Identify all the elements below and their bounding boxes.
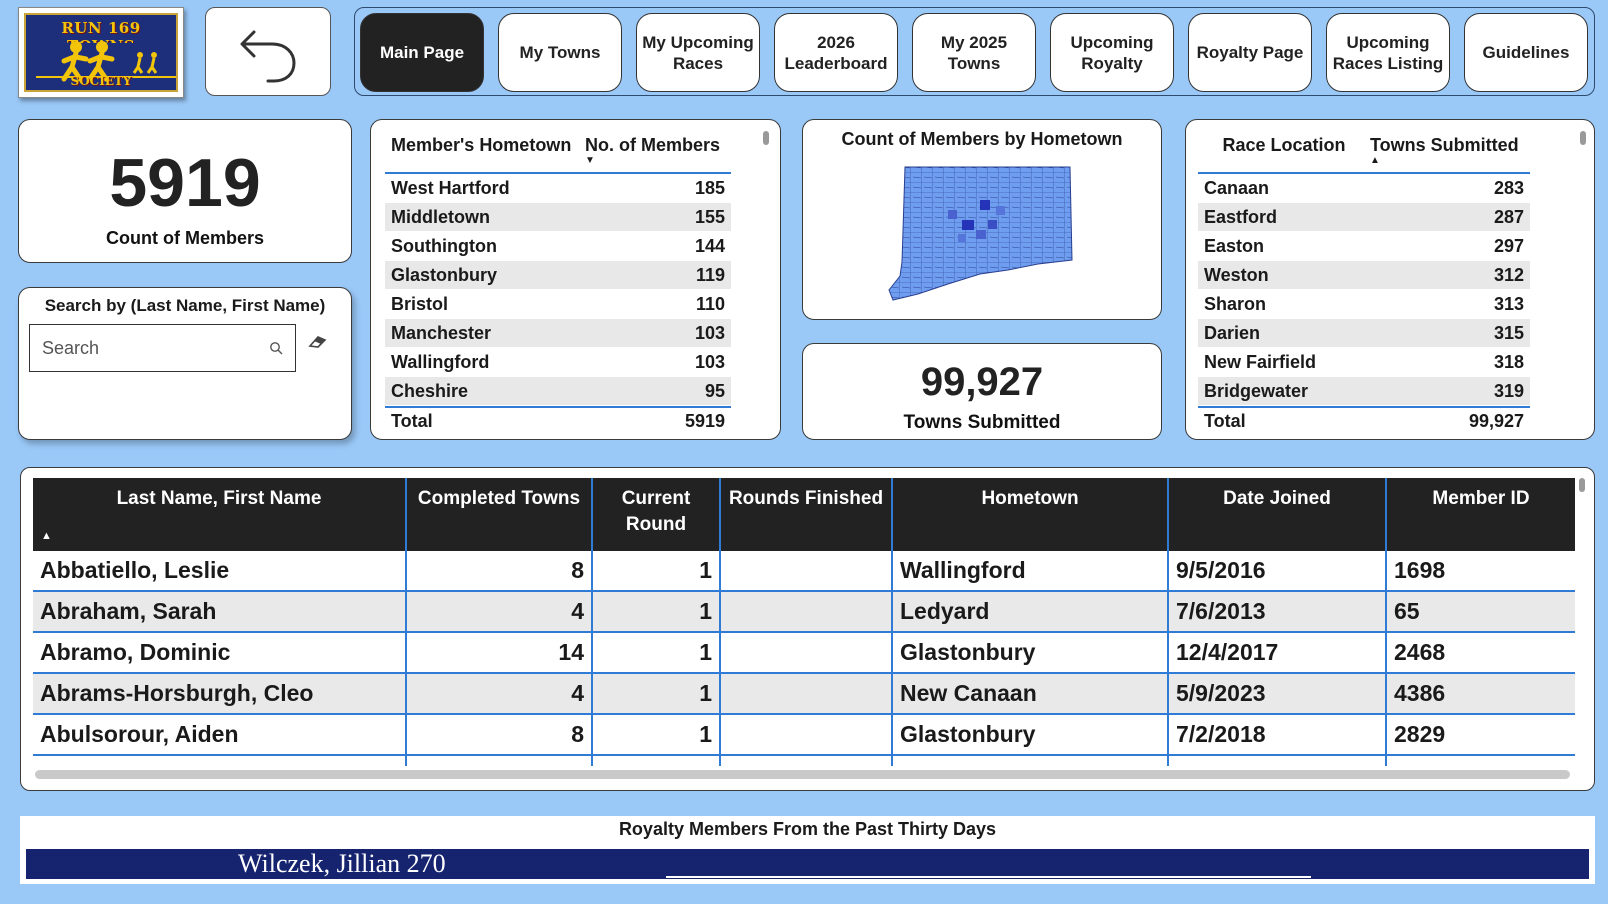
- nav-upcoming-races-listing[interactable]: Upcoming Races Listing: [1326, 13, 1450, 92]
- rounds-finished: [721, 592, 893, 631]
- hometown-count: 95: [704, 380, 725, 401]
- hometown-name: Cheshire: [391, 380, 469, 401]
- race-location: Weston: [1204, 264, 1269, 285]
- name-column-header[interactable]: [33, 478, 407, 551]
- hometown-name: Wallingford: [391, 351, 490, 372]
- member-id-column-header[interactable]: Member ID: [1432, 488, 1530, 509]
- towns-submitted-label: Towns Submitted: [903, 412, 1061, 433]
- connecticut-map[interactable]: [888, 162, 1078, 302]
- table-scrollbar[interactable]: [1580, 131, 1586, 145]
- member-hometown: Glastonbury: [893, 633, 1169, 672]
- race-total-row: [1198, 406, 1530, 435]
- race-location: Eastford: [1204, 206, 1278, 227]
- navigation-bar: [354, 7, 1595, 96]
- completed-towns: 14: [407, 633, 593, 672]
- race-location: Canaan: [1204, 177, 1270, 198]
- completed-towns-column-header[interactable]: Completed Towns: [407, 478, 593, 551]
- current-round: 1: [593, 715, 721, 754]
- date-joined: 5/9/2023: [1169, 674, 1387, 713]
- hometown-name: Manchester: [391, 322, 492, 343]
- member-hometown: Wallingford: [893, 551, 1169, 590]
- hometown-count: 155: [694, 206, 725, 227]
- back-button[interactable]: [205, 7, 331, 96]
- member-count-value: 5919: [109, 145, 261, 221]
- search-title: Search by (Last Name, First Name): [44, 296, 326, 315]
- vertical-scrollbar[interactable]: [1579, 478, 1585, 492]
- member-row[interactable]: [33, 715, 1575, 756]
- race-towns-count: 318: [1493, 351, 1524, 372]
- current-round: 1: [593, 551, 721, 590]
- member-search-card: [18, 287, 352, 440]
- royalty-ticker-text: Wilczek, Jillian 270: [238, 849, 446, 878]
- date-joined: 9/5/2016: [1169, 551, 1387, 590]
- hometown-column-header[interactable]: Member's Hometown: [391, 135, 572, 155]
- nav-my-towns-year[interactable]: My 2025 Towns: [912, 13, 1036, 92]
- nav-guidelines[interactable]: Guidelines: [1464, 13, 1588, 92]
- nav-leaderboard[interactable]: 2026 Leaderboard: [774, 13, 898, 92]
- race-towns-count: 319: [1493, 380, 1524, 401]
- member-hometown: Glastonbury: [893, 715, 1169, 754]
- current-round: 1: [593, 592, 721, 631]
- rounds-finished: [721, 715, 893, 754]
- logo-top-text: RUN 169: [61, 19, 141, 37]
- date-joined: 7/2/2018: [1169, 715, 1387, 754]
- current-round: 1: [593, 674, 721, 713]
- hometown-row: [385, 319, 731, 348]
- nav-my-towns[interactable]: My Towns: [498, 13, 622, 92]
- member-name: Abulsorour, Aiden: [33, 715, 407, 754]
- race-row: [1198, 290, 1530, 319]
- eraser-icon[interactable]: [308, 334, 328, 350]
- hometown-count: 103: [694, 351, 725, 372]
- nav-royalty-page[interactable]: Royalty Page: [1188, 13, 1312, 92]
- towns-submitted-card: [802, 343, 1162, 440]
- hometown-row: [385, 348, 731, 377]
- table-scrollbar[interactable]: [763, 131, 769, 145]
- total-value: 5919: [684, 411, 725, 431]
- hometown-table: [385, 132, 731, 435]
- total-label: Total: [1204, 411, 1246, 431]
- race-location: Darien: [1204, 322, 1261, 343]
- hometown-total-row: [385, 406, 731, 435]
- hometown-row: [385, 203, 731, 232]
- hometown-table-card: [370, 119, 781, 440]
- date-joined-column-header[interactable]: Date Joined: [1169, 478, 1387, 551]
- member-id: 2468: [1394, 639, 1446, 665]
- completed-towns: 4: [407, 674, 593, 713]
- towns-submitted-column-header[interactable]: [1370, 135, 1530, 166]
- search-placeholder: Search: [42, 337, 100, 358]
- hometown-column-header[interactable]: Hometown: [893, 478, 1169, 551]
- race-location-column-header[interactable]: Race Location: [1222, 135, 1346, 155]
- member-row[interactable]: [33, 551, 1575, 592]
- member-name: Abramo, Dominic: [33, 633, 407, 672]
- members-count-column-header[interactable]: [585, 135, 731, 166]
- hometown-name: Southington: [391, 235, 497, 256]
- towns-submitted-value: 99,927: [920, 360, 1044, 404]
- hometown-row: [385, 290, 731, 319]
- hometown-row: [385, 174, 731, 203]
- race-location: Bridgewater: [1204, 380, 1309, 401]
- race-row: [1198, 232, 1530, 261]
- sort-descending-icon: ▼: [585, 155, 595, 166]
- member-hometown: Ledyard: [893, 592, 1169, 631]
- members-table-card: [20, 467, 1595, 791]
- race-row: [1198, 348, 1530, 377]
- hometown-name: Glastonbury: [391, 264, 498, 285]
- hometown-row: [385, 377, 731, 406]
- current-round-column-header[interactable]: Current Round: [593, 478, 721, 551]
- nav-upcoming-royalty[interactable]: Upcoming Royalty: [1050, 13, 1174, 92]
- race-towns-count: 313: [1493, 293, 1524, 314]
- member-count-label: Count of Members: [105, 228, 264, 248]
- map-title: Count of Members by Hometown: [841, 129, 1123, 149]
- hometown-count: 119: [695, 264, 725, 285]
- magnifier-icon[interactable]: [269, 341, 283, 355]
- race-towns-count: 315: [1493, 322, 1524, 343]
- search-input[interactable]: [29, 324, 296, 372]
- race-location: Sharon: [1204, 293, 1267, 314]
- date-joined: 7/6/2013: [1169, 592, 1387, 631]
- member-hometown: New Canaan: [893, 674, 1169, 713]
- member-count-card: [18, 119, 352, 263]
- total-value: 99,927: [1468, 411, 1524, 431]
- royalty-ticker: [26, 849, 1589, 879]
- member-id: 4386: [1394, 680, 1446, 706]
- society-logo: [18, 7, 184, 98]
- partial-row: [33, 756, 1575, 766]
- name-header-label: Last Name, First Name: [116, 488, 322, 509]
- hometown-row: [385, 232, 731, 261]
- member-id: 65: [1394, 598, 1420, 624]
- royalty-title: Royalty Members From the Past Thirty Days: [618, 819, 997, 839]
- hometown-map-card: [802, 119, 1162, 320]
- member-name: Abraham, Sarah: [33, 592, 407, 631]
- race-towns-count: 312: [1493, 264, 1524, 285]
- race-location: Easton: [1204, 235, 1265, 256]
- member-id: 1698: [1394, 557, 1446, 583]
- sort-ascending-icon: ▲: [41, 530, 52, 542]
- members-count-header-label: No. of Members: [585, 135, 721, 155]
- hometown-count: 103: [694, 322, 725, 343]
- race-row: [1198, 319, 1530, 348]
- race-location: New Fairfield: [1204, 351, 1317, 372]
- race-row: [1198, 174, 1530, 203]
- completed-towns: 8: [407, 551, 593, 590]
- hometown-name: West Hartford: [391, 177, 510, 198]
- member-name: Abrams-Horsburgh, Cleo: [33, 674, 407, 713]
- rounds-finished: [721, 674, 893, 713]
- nav-my-upcoming-races[interactable]: My Upcoming Races: [636, 13, 760, 92]
- race-towns-count: 297: [1493, 235, 1524, 256]
- logo-bottom-text: SOCIETY: [70, 74, 132, 88]
- hometown-name: Bristol: [391, 293, 449, 314]
- race-table-header: [1198, 132, 1530, 174]
- royalty-members-card: [20, 816, 1595, 884]
- race-towns-count: 287: [1493, 206, 1524, 227]
- hometown-count: 185: [694, 177, 725, 198]
- current-round: 1: [593, 633, 721, 672]
- horizontal-scrollbar[interactable]: [35, 770, 1570, 779]
- member-name: Abbatiello, Leslie: [33, 551, 407, 590]
- completed-towns: 8: [407, 715, 593, 754]
- member-row[interactable]: [33, 674, 1575, 715]
- members-table: [33, 478, 1575, 766]
- date-joined: 12/4/2017: [1169, 633, 1387, 672]
- hometown-count: 144: [694, 235, 725, 256]
- rounds-finished-column-header[interactable]: Rounds Finished: [721, 478, 893, 551]
- members-table-header: [33, 478, 1575, 551]
- member-id: 2829: [1394, 721, 1446, 747]
- undo-arrow-icon: [238, 20, 298, 84]
- member-row[interactable]: [33, 633, 1575, 674]
- hometown-row: [385, 261, 731, 290]
- race-row: [1198, 261, 1530, 290]
- race-row: [1198, 377, 1530, 406]
- race-location-table-card: [1185, 119, 1595, 440]
- race-towns-count: 283: [1493, 177, 1524, 198]
- hometown-name: Middletown: [391, 206, 490, 227]
- rounds-finished: [721, 551, 893, 590]
- hometown-table-header: [385, 132, 731, 174]
- ticker-divider: [666, 876, 1311, 878]
- race-location-table: [1198, 132, 1530, 435]
- race-row: [1198, 203, 1530, 232]
- rounds-finished: [721, 633, 893, 672]
- nav-main-page[interactable]: Main Page: [360, 13, 484, 92]
- total-label: Total: [391, 411, 433, 431]
- hometown-count: 110: [695, 293, 725, 314]
- sort-ascending-icon: ▲: [1370, 155, 1380, 166]
- member-row[interactable]: [33, 592, 1575, 633]
- towns-submitted-header-label: Towns Submitted: [1370, 135, 1519, 155]
- completed-towns: 4: [407, 592, 593, 631]
